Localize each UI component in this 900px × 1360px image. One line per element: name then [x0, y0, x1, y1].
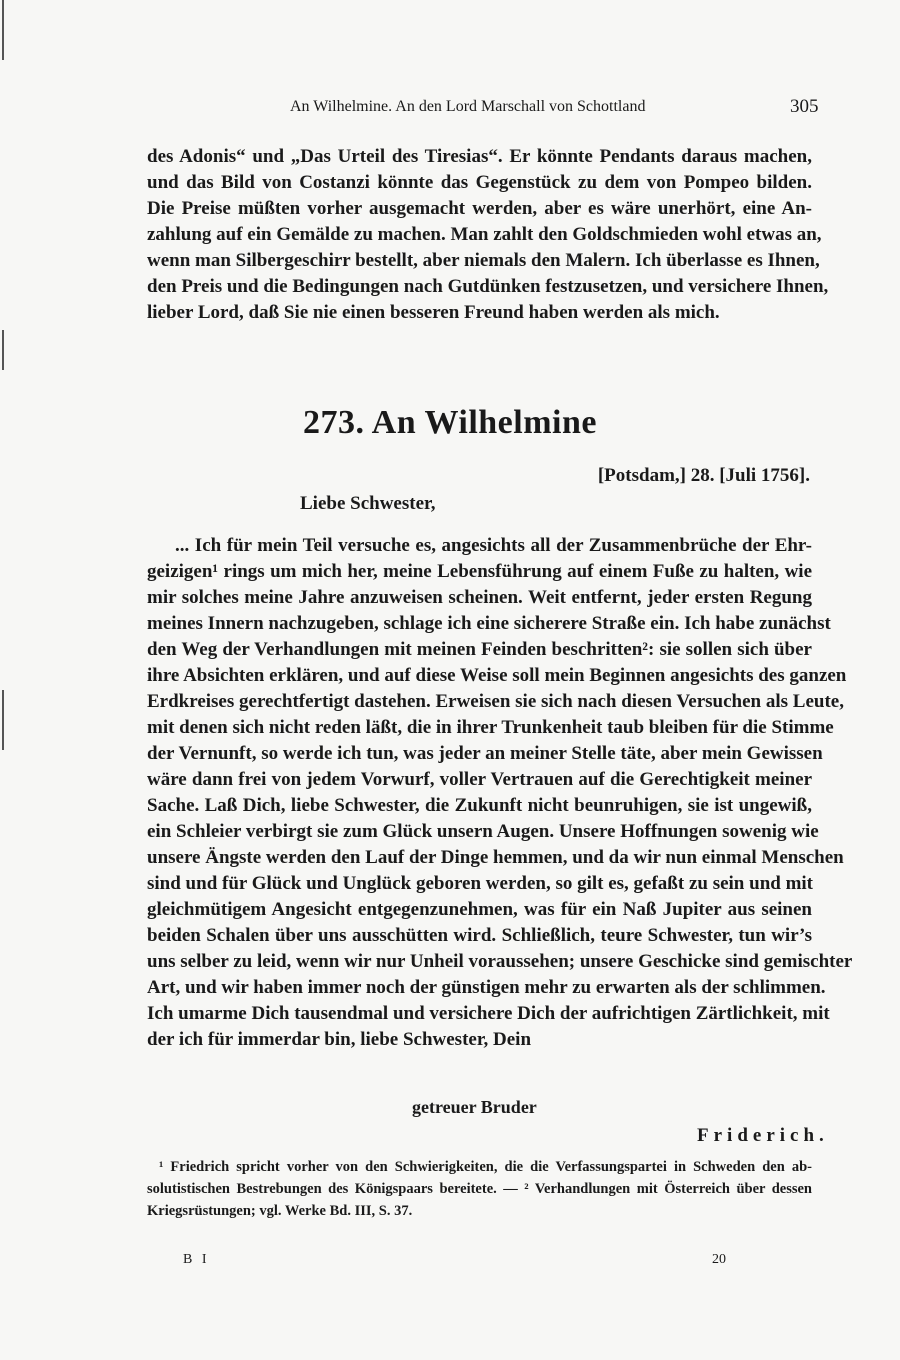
scan-edge-mark [2, 330, 4, 370]
text-line: Sache. Laß Dich, liebe Schwester, die Zukunft nicht beunruhigen, sie ist ungewiß, [147, 795, 812, 816]
text-line: der Vernunft, so werde ich tun, was jeder an meiner Stelle täte, aber mein Gewissen [147, 743, 823, 764]
text-line: geizigen¹ rings um mich her, meine Lebensführung auf einem Fuße zu halten, wie [147, 561, 812, 582]
letter-date: [Potsdam,] 28. [Juli 1756]. [597, 465, 810, 486]
text-line: Ich umarme Dich tausendmal und versichere Dich der aufrichtigen Zärtlichkeit, mit [147, 1003, 830, 1024]
text-line: unsere Ängste werden den Lauf der Dinge hemmen, und da wir nun einmal Menschen [147, 847, 844, 868]
text-line: mit denen sich nicht reden läßt, die in ihrer Trunkenheit taub bleiben für die Stimme [147, 717, 834, 738]
text-line: uns selber zu leid, wenn wir nur Unheil voraussehen; unsere Geschicke sind gemischter [147, 951, 853, 972]
text-line: mir solches meine Jahre anzuweisen scheinen. Weit entfernt, jeder ersten Regung [147, 587, 812, 608]
text-line: Erdkreises gerechtfertigt dastehen. Erweisen sie sich nach diesen Versuchen als Leute, [147, 691, 844, 712]
text-line: den Preis und die Bedingungen nach Gutdünken festzusetzen, und versichere Ihnen, [147, 276, 829, 297]
continuation-paragraph [147, 144, 829, 326]
footnote-line: solutistischen Bestrebungen des Königspaars bereitete. — ² Verhandlungen mit Österreich über dessen [147, 1181, 812, 1197]
text-line: den Weg der Verhandlungen mit meinen Feinden beschritten²: sie sollen sich über [147, 639, 812, 660]
text-line: wenn man Silbergeschirr bestellt, aber niemals den Malern. Ich überlasse es Ihnen, [147, 250, 820, 271]
footnotes [147, 1156, 812, 1222]
text-line: beiden Schalen über uns ausschütten wird. Schließlich, teure Schwester, tun wir’s [147, 925, 812, 946]
salutation: Liebe Schwester, [300, 493, 436, 514]
page-number: 305 [790, 96, 819, 117]
text-line: gleichmütigem Angesicht entgegenzunehmen, was für ein Naß Jupiter aus seinen [147, 899, 812, 920]
text-line: der ich für immerdar bin, liebe Schwester, Dein [147, 1029, 532, 1050]
text-line: meines Innern nachzugeben, schlage ich eine sicherere Straße ein. Ich habe zunächst [147, 613, 831, 634]
text-line: ein Schleier verbirgt sie zum Glück unsern Augen. Unsere Hoffnungen sowenig wie [147, 821, 819, 842]
text-line: Die Preise müßten vorher ausgemacht werden, aber es wäre unerhört, eine An- [147, 198, 812, 219]
scan-edge-mark [2, 690, 4, 750]
text-line: lieber Lord, daß Sie nie einen besseren Freund haben werden als mich. [147, 302, 720, 323]
text-line: Art, und wir haben immer noch der günstigen mehr zu erwarten als der schlimmen. [147, 977, 826, 998]
scan-edge-mark [2, 0, 4, 60]
text-line: wäre dann frei von jedem Vorwurf, voller Vertrauen auf die Gerechtigkeit meiner [147, 769, 812, 790]
letter-heading: 273. An Wilhelmine [303, 404, 597, 441]
letter-body [147, 533, 853, 1053]
text-line: des Adonis“ und „Das Urteil des Tiresias“. Er könnte Pendants daraus machen, [147, 146, 812, 167]
footnote-line: ¹ Friedrich spricht vorher von den Schwierigkeiten, die die Verfassungspartei in Schweden den ab- [159, 1159, 812, 1175]
text-line: und das Bild von Costanzi könnte das Gegenstück zu dem von Pompeo bilden. [147, 172, 812, 193]
text-line: ihre Absichten erklären, und auf diese Weise soll mein Beginnen angesichts des ganzen [147, 665, 847, 686]
signature-mark: B I [183, 1252, 210, 1267]
text-line: zahlung auf ein Gemälde zu machen. Man zahlt den Goldschmieden wohl etwas an, [147, 224, 822, 245]
running-head: An Wilhelmine. An den Lord Marschall von Schottland [290, 98, 646, 115]
footnote-line: Kriegsrüstungen; vgl. Werke Bd. III, S. 37. [147, 1203, 413, 1219]
text-line: sind und für Glück und Unglück geboren werden, so gilt es, gefaßt zu sein und mit [147, 873, 814, 894]
closing: getreuer Bruder [412, 1097, 537, 1117]
signature: Friderich. [697, 1125, 829, 1146]
text-line: ... Ich für mein Teil versuche es, angesichts all der Zusammenbrüche der Ehr- [175, 535, 812, 556]
sheet-number: 20 [712, 1252, 726, 1267]
